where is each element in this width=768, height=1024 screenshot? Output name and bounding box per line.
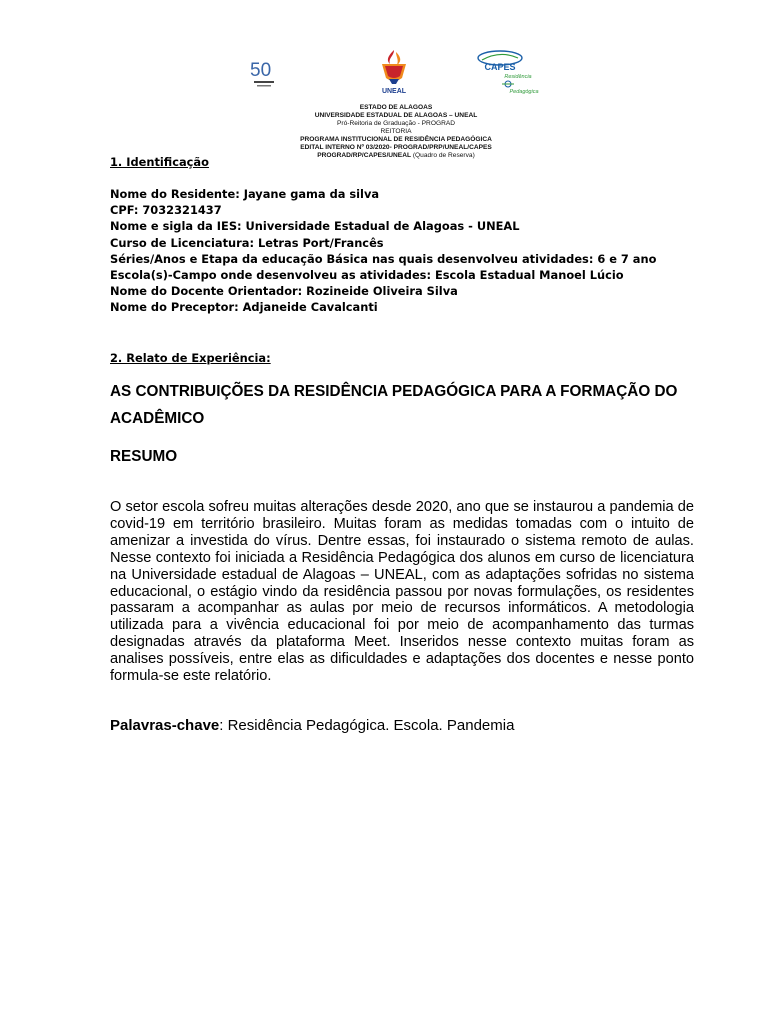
logo-row — [240, 42, 552, 100]
capes-logo-subtext-1: Residência — [504, 74, 532, 80]
header-line-reserve-bold: PROGRAD/RP/CAPES/UNEAL — [317, 152, 411, 159]
identification-fields — [110, 186, 656, 316]
anniversary-50-logo-icon — [248, 54, 280, 94]
keywords-value: Residência Pedagógica. Escola. Pandemia — [223, 717, 515, 734]
field-preceptor: Nome do Preceptor: Adjaneide Cavalcanti — [110, 300, 378, 315]
identification-heading: 1. Identificação — [110, 155, 209, 169]
header-line-state: ESTADO DE ALAGOAS — [359, 104, 433, 111]
field-resident-name: Nome do Residente: Jayane gama da silva — [110, 187, 380, 201]
keywords-colon: : — [219, 717, 224, 734]
header-line-prograd: Pró-Reitoria de Graduação - PROGRAD — [337, 120, 455, 127]
field-school: Escola(s)-Campo onde desenvolveu as atividades: Escola Estadual Manoel Lúcio — [110, 267, 624, 282]
header-line-edital: EDITAL INTERNO Nº 03/2020- PROGRAD/PRP/UNEAL/CAPES — [300, 144, 492, 151]
field-grades: Séries/Anos e Etapa da educação Básica nas quais desenvolveu atividades: 6 e 7 ano — [110, 251, 657, 266]
field-cpf: CPF: 7032321437 — [110, 203, 222, 218]
field-advisor: Nome do Docente Orientador: Rozineide Oliveira Silva — [110, 284, 458, 299]
uneal-logo-text: UNEAL — [381, 88, 407, 95]
report-title: AS CONTRIBUIÇÕES DA RESIDÊNCIA PEDAGÓGICA PARA A FORMAÇÃO DO ACADÊMICO — [110, 383, 678, 427]
header-line-reserve — [240, 152, 552, 160]
header-text-block — [240, 104, 552, 160]
header-line-program: PROGRAMA INSTITUCIONAL DE RESIDÊNCIA PEDAGÓGICA — [300, 136, 492, 143]
capes-logo-text: CAPES — [484, 62, 516, 72]
abstract-heading: RESUMO — [110, 448, 178, 465]
field-institution: Nome e sigla da IES: Universidade Estadual de Alagoas - UNEAL — [110, 219, 520, 234]
header-line-reitoria: REITORIA — [380, 128, 412, 135]
anniversary-logo-text: 50 — [250, 60, 272, 81]
institutional-header — [240, 42, 552, 162]
report-section-heading: 2. Relato de Experiência: — [110, 351, 271, 365]
header-line-university: UNIVERSIDADE ESTADUAL DE ALAGOAS – UNEAL — [314, 112, 478, 119]
capes-residencia-pedagogica-logo-icon — [472, 48, 542, 96]
keywords-label: Palavras-chave — [110, 717, 220, 734]
field-course: Curso de Licenciatura: Letras Port/Francês — [110, 235, 384, 250]
uneal-torch-logo-icon — [374, 48, 414, 96]
capes-logo-subtext-2: Pedagógica — [509, 89, 539, 95]
header-line-reserve-note: (Quadro de Reserva) — [411, 152, 475, 159]
keywords-line — [110, 716, 514, 736]
abstract-paragraph: O setor escola sofreu muitas alterações desde 2020, ano que se instaurou a pandemia de covid-19 em território brasileiro. Muitas foram as medidas tomadas com o intuito de amenizar a investida do vírus. Dentre essas, foi instaurado o sistema remoto de aulas. Nesse contexto foi iniciada a Residência Pedagógica dos alunos em curso de licenciatura na Universidade estadual de Alagoas – UNEAL, com as adaptações sofridas no sistema educacional, o estágio vindo da residência passou por novas formulações, os residentes passaram a acompanhar as aulas por meio de recursos informáticos. A metodologia utilizada para a vivência educacional foi por meio de acompanhamento das turmas designadas através da plataforma Meet. Inseridos nesse contexto muitas foram as analises possíveis, entre elas as dificuldades e adaptações dos docentes e nesse ponto formula-se este relatório. — [110, 499, 694, 685]
